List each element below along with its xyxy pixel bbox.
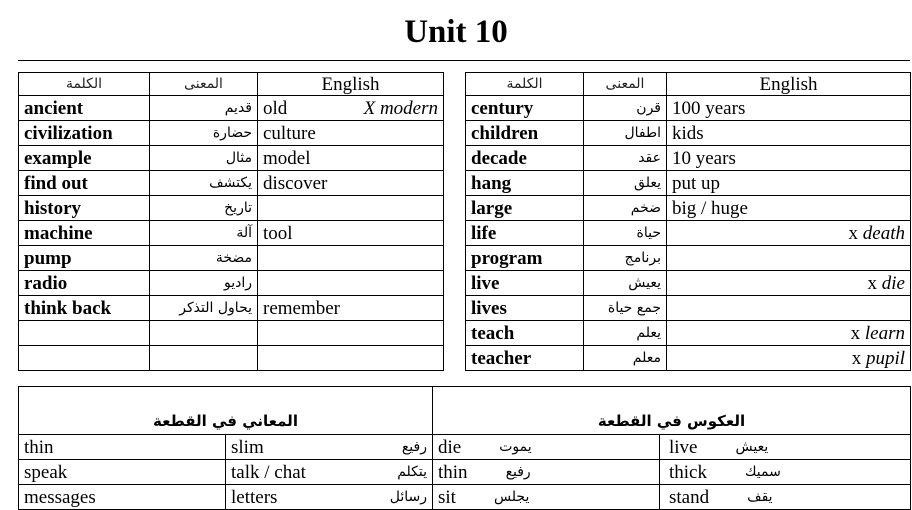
word-cell: decade: [466, 146, 584, 171]
english-cell: [258, 146, 444, 171]
opposite-x: x: [848, 222, 859, 244]
english-cell: [258, 271, 444, 296]
meaning-synonym: [226, 435, 433, 460]
opposite-arabic: يقف: [747, 488, 773, 505]
header-meaning: المعنى: [150, 73, 258, 96]
arabic-meaning-cell: حضارة: [150, 121, 258, 146]
column-gap: [444, 296, 466, 321]
passage-row: [19, 485, 911, 510]
opposite-english: live: [669, 436, 698, 458]
header-english: English: [258, 73, 444, 96]
word-cell: life: [466, 221, 584, 246]
opposite-word: die: [881, 272, 905, 294]
english-cell: [258, 321, 444, 346]
word-cell: pump: [19, 246, 150, 271]
english-cell: [258, 221, 444, 246]
arabic-meaning-cell: آلة: [150, 221, 258, 246]
vocab-row: [19, 146, 911, 171]
vocab-row: [19, 271, 911, 296]
arabic-meaning-cell: قديم: [150, 96, 258, 121]
passage-row: [19, 435, 911, 460]
header-word: الكلمة: [466, 73, 584, 96]
opposite-word: pupil: [865, 347, 905, 369]
column-gap: [444, 96, 466, 121]
vocab-row: [19, 321, 911, 346]
english-synonym: put up: [672, 172, 721, 194]
word-cell: ancient: [19, 96, 150, 121]
word-cell: example: [19, 146, 150, 171]
opposite-word: [433, 460, 660, 485]
opposite-english: thick: [669, 461, 707, 483]
english-cell: [667, 96, 911, 121]
opposite-note: [852, 348, 905, 369]
english-cell: [258, 346, 444, 371]
column-gap: [444, 271, 466, 296]
header-word: الكلمة: [19, 73, 150, 96]
vocab-row: [19, 296, 911, 321]
word-cell: children: [466, 121, 584, 146]
vocab-row: [19, 346, 911, 371]
word-cell: hang: [466, 171, 584, 196]
english-synonym: 10 years: [672, 147, 736, 169]
opposite-note: [868, 273, 905, 294]
opposite-english: stand: [669, 486, 710, 508]
english-cell: [667, 146, 911, 171]
page-title: Unit 10: [404, 14, 508, 50]
synonym-english: talk / chat: [231, 461, 306, 483]
vocab-row: [19, 96, 911, 121]
word-cell: large: [466, 196, 584, 221]
opposite-english: thin: [438, 461, 468, 483]
english-cell: [667, 196, 911, 221]
opposite-word: [433, 435, 660, 460]
opposite-word: [433, 485, 660, 510]
vocab-row: [19, 221, 911, 246]
meaning-word: thin: [19, 435, 226, 460]
meaning-word: speak: [19, 460, 226, 485]
arabic-meaning-cell: تاريخ: [150, 196, 258, 221]
english-cell: [667, 271, 911, 296]
english-cell: [258, 246, 444, 271]
vocab-row: [19, 246, 911, 271]
english-cell: [667, 171, 911, 196]
word-cell: history: [19, 196, 150, 221]
column-gap: [444, 196, 466, 221]
opposite-pair: [660, 460, 911, 485]
opposite-arabic: سميك: [745, 463, 781, 480]
synonym-arabic: رفيع: [401, 438, 427, 455]
column-gap: [444, 171, 466, 196]
opposite-arabic: رفيع: [505, 463, 531, 480]
word-cell: civilization: [19, 121, 150, 146]
arabic-meaning-cell: ضخم: [584, 196, 667, 221]
opposite-x: x: [867, 272, 878, 294]
column-gap: [444, 73, 466, 96]
synonym-english: slim: [231, 436, 264, 458]
title-rule: [18, 60, 910, 61]
english-synonym: model: [263, 147, 311, 169]
opposite-english: sit: [438, 486, 456, 508]
word-cell: live: [466, 271, 584, 296]
opposite-word: learn: [864, 322, 905, 344]
vocab-row: [19, 121, 911, 146]
section-title-row: [19, 387, 911, 435]
column-gap: [444, 321, 466, 346]
arabic-meaning-cell: اطفال: [584, 121, 667, 146]
opposite-arabic: يجلس: [493, 488, 530, 505]
opposite-note: [851, 323, 905, 344]
column-gap: [444, 121, 466, 146]
english-cell: [667, 246, 911, 271]
passage-table: [18, 386, 911, 510]
header-english: English: [667, 73, 911, 96]
vocab-row: [19, 171, 911, 196]
arabic-meaning-cell: جمع حياة: [584, 296, 667, 321]
opposite-note: X modern: [363, 97, 438, 119]
meaning-synonym: [226, 485, 433, 510]
word-cell: [19, 321, 150, 346]
english-cell: [258, 171, 444, 196]
arabic-meaning-cell: يعلم: [584, 321, 667, 346]
word-cell: program: [466, 246, 584, 271]
synonym-arabic: يتكلم: [397, 463, 427, 480]
word-cell: radio: [19, 271, 150, 296]
english-cell: [258, 121, 444, 146]
vocabulary-body: [19, 73, 911, 371]
english-cell: [258, 196, 444, 221]
arabic-meaning-cell: مثال: [150, 146, 258, 171]
english-cell: [258, 96, 444, 121]
meanings-title: المعاني في القطعة: [19, 387, 433, 435]
english-synonym: culture: [263, 122, 316, 144]
meaning-word: messages: [19, 485, 226, 510]
word-cell: find out: [19, 171, 150, 196]
english-synonym: remember: [263, 297, 341, 319]
vocabulary-table: [18, 72, 911, 371]
english-synonym: tool: [263, 222, 293, 244]
arabic-meaning-cell: يحاول التذكر: [150, 296, 258, 321]
word-cell: lives: [466, 296, 584, 321]
word-cell: teacher: [466, 346, 584, 371]
english-synonym: kids: [672, 122, 704, 144]
english-cell: [667, 296, 911, 321]
english-cell: [667, 121, 911, 146]
opposite-pair: [660, 435, 911, 460]
arabic-meaning-cell: مضخة: [150, 246, 258, 271]
english-cell: [258, 296, 444, 321]
column-gap: [444, 346, 466, 371]
english-cell: [667, 321, 911, 346]
arabic-meaning-cell: [150, 346, 258, 371]
arabic-meaning-cell: برنامج: [584, 246, 667, 271]
header-meaning: المعنى: [584, 73, 667, 96]
arabic-meaning-cell: قرن: [584, 96, 667, 121]
word-cell: teach: [466, 321, 584, 346]
arabic-meaning-cell: [150, 321, 258, 346]
opposite-english: die: [438, 436, 462, 458]
english-synonym: 100 years: [672, 97, 746, 119]
column-gap: [444, 146, 466, 171]
meaning-synonym: [226, 460, 433, 485]
arabic-meaning-cell: يعيش: [584, 271, 667, 296]
arabic-meaning-cell: راديو: [150, 271, 258, 296]
word-cell: century: [466, 96, 584, 121]
passage-body: [19, 387, 911, 510]
english-synonym: discover: [263, 172, 328, 194]
english-cell: [667, 221, 911, 246]
arabic-meaning-cell: يعلق: [584, 171, 667, 196]
arabic-meaning-cell: يكتشف: [150, 171, 258, 196]
opposites-title: العكوس في القطعة: [433, 387, 911, 435]
opposite-arabic: يعيش: [735, 438, 769, 455]
vocab-row: [19, 196, 911, 221]
word-cell: machine: [19, 221, 150, 246]
opposite-word: death: [862, 222, 905, 244]
opposite-pair: [660, 485, 911, 510]
opposite-x: x: [851, 347, 862, 369]
word-cell: [19, 346, 150, 371]
english-cell: [667, 346, 911, 371]
header-row: [19, 73, 911, 96]
arabic-meaning-cell: حياة: [584, 221, 667, 246]
english-synonym: big / huge: [672, 197, 748, 219]
synonym-english: letters: [231, 486, 278, 508]
opposite-note: [849, 223, 905, 244]
english-synonym: old: [263, 97, 288, 119]
synonym-arabic: رسائل: [389, 488, 427, 505]
arabic-meaning-cell: معلم: [584, 346, 667, 371]
arabic-meaning-cell: عقد: [584, 146, 667, 171]
column-gap: [444, 246, 466, 271]
column-gap: [444, 221, 466, 246]
opposite-x: x: [850, 322, 861, 344]
word-cell: think back: [19, 296, 150, 321]
opposite-arabic: يموت: [499, 438, 532, 455]
passage-row: [19, 460, 911, 485]
